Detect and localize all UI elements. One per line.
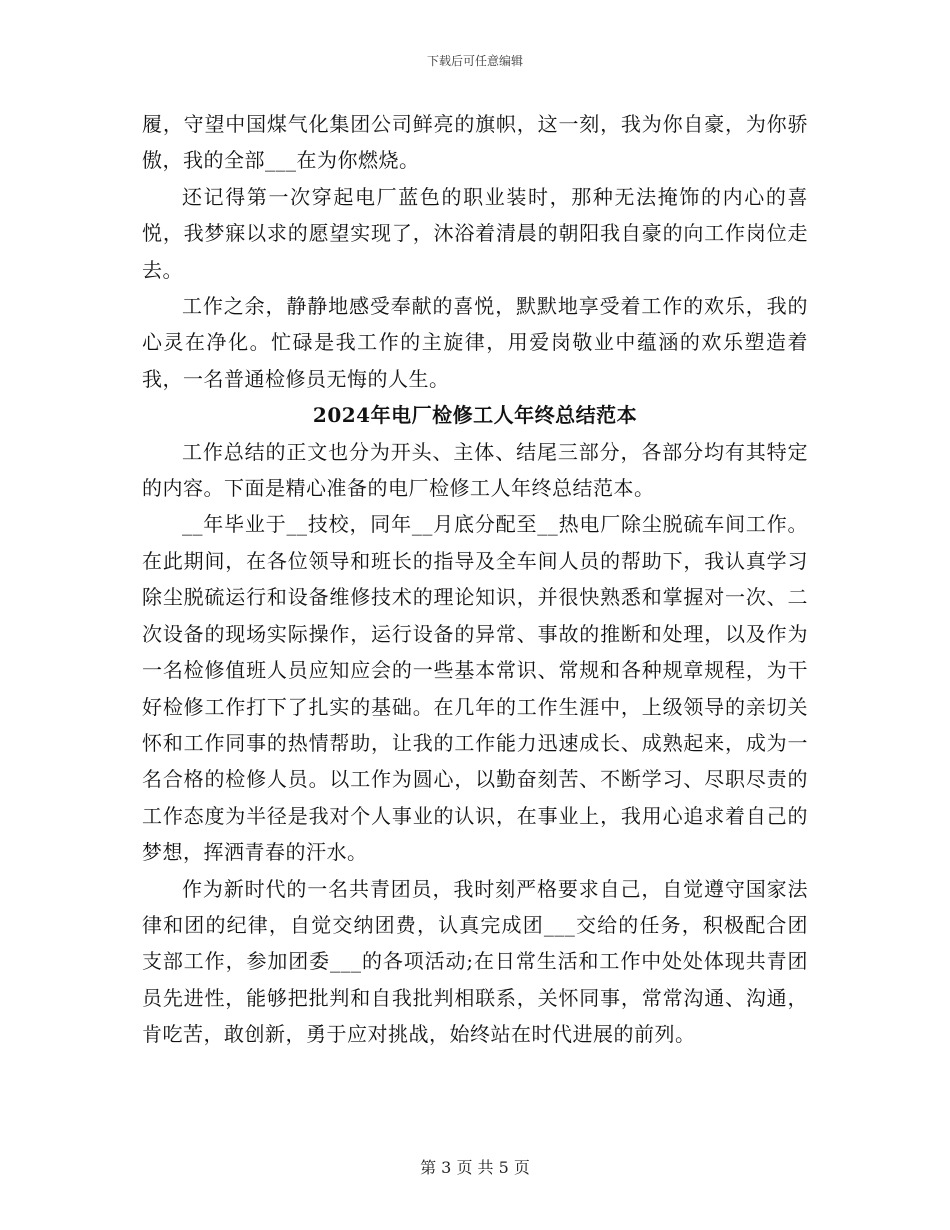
paragraph: 工作之余，静静地感受奉献的喜悦，默默地享受着工作的欢乐，我的心灵在净化。忙碌是我工作的主旋律，用爱岗敬业中蕴涵的欢乐塑造着我，一名普通检修员无悔的人生。 xyxy=(142,294,808,391)
paragraph: __年毕业于__技校，同年__月底分配至__热电厂除尘脱硫车间工作。在此期间，在各位领导和班长的指导及全车间人员的帮助下，我认真学习除尘脱硫运行和设备维修技术的理论知识，并很快熟悉和掌握对一次、二次设备的现场实际操作，运行设备的异常、事故的推断和处理，以及作为一名检修值班人员应知应会的一些基本常识、常规和各种规章规程，为干好检修工作打下了扎实的基础。在几年的工作生涯中，上级领导的亲切关怀和工作同事的热情帮助，让我的工作能力迅速成长、成熟起来，成为一名合格的检修人员。以工作为圆心，以勤奋刻苦、不断学习、尽职尽责的工作态度为半径是我对个人事业的认识，在事业上，我用心追求着自己的梦想，挥洒青春的汗水。 xyxy=(142,512,808,865)
paragraph-continuation: 履，守望中国煤气化集团公司鲜亮的旗帜，这一刻，我为你自豪，为你骄傲，我的全部___在为你燃烧。 xyxy=(142,112,808,173)
document-body xyxy=(142,106,808,1053)
page-number-footer: 第 3 页 共 5 页 xyxy=(420,1158,530,1177)
paragraph: 还记得第一次穿起电厂蓝色的职业装时，那种无法掩饰的内心的喜悦，我梦寐以求的愿望实现了，沐浴着清晨的朝阳我自豪的向工作岗位走去。 xyxy=(142,184,808,282)
paragraph: 工作总结的正文也分为开头、主体、结尾三部分，各部分均有其特定的内容。下面是精心准备的电厂检修工人年终总结范本。 xyxy=(142,439,808,501)
section-title: 2024年电厂检修工人年终总结范本 xyxy=(312,403,638,428)
page-header: 下载后可任意编辑 xyxy=(426,54,523,68)
paragraph: 作为新时代的一名共青团员，我时刻严格要求自己，自觉遵守国家法律和团的纪律，自觉交纳团费，认真完成团___交给的任务，积极配合团支部工作，参加团委___的各项活动;在日常生活和工作中处处体现共青团员先进性，能够把批判和自我批判相联系，关怀同事，常常沟通、沟通，肯吃苦，敢创新，勇于应对挑战，始终站在时代进展的前列。 xyxy=(142,876,808,1047)
